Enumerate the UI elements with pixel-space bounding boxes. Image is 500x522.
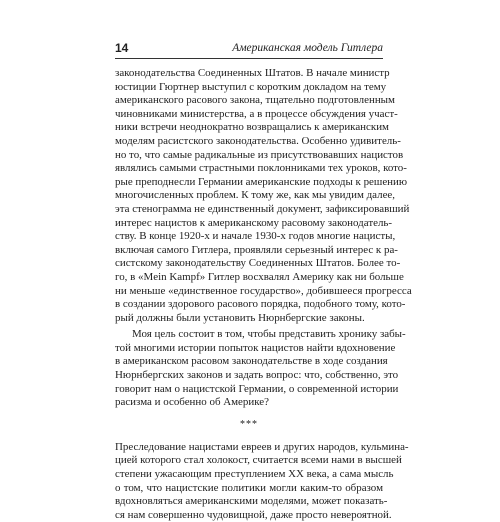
text-line: ни меньше «единственное государство», добившееся прогресса: [115, 284, 412, 297]
page-body: [115, 67, 412, 522]
text-line: ники встречи неоднократно возвращались к американским: [115, 121, 389, 134]
text-line: в создании здорового расового порядка, подобного тому, кото-: [115, 298, 406, 311]
text-line: той многими истории попыток нацистов найти вдохновение: [115, 341, 396, 354]
text-line: го, в «Mein Kampf» Гитлер восхвалял Америку как ни больше: [115, 270, 404, 283]
running-title: Американская модель Гитлера: [232, 42, 383, 54]
text-line: в американском расовом законодательстве в ходе создания: [115, 355, 388, 368]
text-line: цией которого стал холокост, считается всеми нами в высшей: [115, 454, 402, 467]
text-line: систскому законодательству Соединенных Штатов. Более то-: [115, 257, 401, 270]
page-number: 14: [115, 41, 129, 55]
text-line: но то, что самые радикальные из присутствовавших нацистов: [115, 148, 404, 161]
text-line: Нюрнбергских законов и задать вопрос: что, собственно, это: [115, 369, 399, 382]
text-line: юстиции Гюртнер выступил с коротким докладом на тему: [115, 80, 387, 93]
text-line: Преследование нацистами евреев и других народов, кульмина-: [115, 440, 409, 453]
text-line: говорит нам о нацистской Германии, о современной истории: [115, 382, 399, 395]
paragraph: [115, 440, 409, 522]
text-line: рый должны были установить Нюрнбергские законы.: [115, 311, 365, 324]
text-line: Моя цель состоит в том, чтобы представить хронику забы-: [132, 328, 406, 341]
text-line: являлись самыми страстными поклонниками тех уроков, кото-: [115, 162, 407, 175]
paragraph: [115, 328, 406, 410]
text-line: многочисленных проблем. К тому же, как мы увидим далее,: [115, 189, 396, 202]
text-line: включая самого Гитлера, проявляли серьезный интерес к ра-: [115, 243, 398, 256]
text-line: моделям расистского законодательства. Особенно удивитель-: [115, 134, 401, 147]
text-line: эта стенограмма не единственный документ, зафиксировавший: [115, 202, 410, 215]
text-line: ству. В конце 1920-х и начале 1930-х годов многие нацисты,: [115, 230, 396, 243]
paragraph: [115, 67, 412, 325]
text-line: ся нам совершенно чудовищной, даже просто невероятной.: [115, 508, 392, 521]
section-separator: ***: [240, 418, 258, 430]
text-line: о том, что нацистские политики могли каким-то образом: [115, 481, 383, 494]
header-rule: [115, 58, 383, 59]
text-line: чиновниками министерства, а в процессе обсуждения участ-: [115, 107, 398, 120]
text-line: рые преподнесли Германии американские подходы к решению: [115, 175, 408, 188]
text-line: американского расового закона, тщательно подготовленным: [115, 94, 395, 107]
page-header: [115, 41, 383, 57]
text-line: расизма и особенно об Америке?: [115, 396, 269, 409]
text-line: вдохновляться американскими моделями, может показать-: [115, 495, 388, 508]
text-line: интерес нацистов к американскому расовому законодатель-: [115, 216, 393, 229]
text-line: степени ужасающим преступлением XX века, а сама мысль: [115, 468, 394, 481]
text-line: законодательства Соединенных Штатов. В начале министр: [115, 67, 390, 79]
